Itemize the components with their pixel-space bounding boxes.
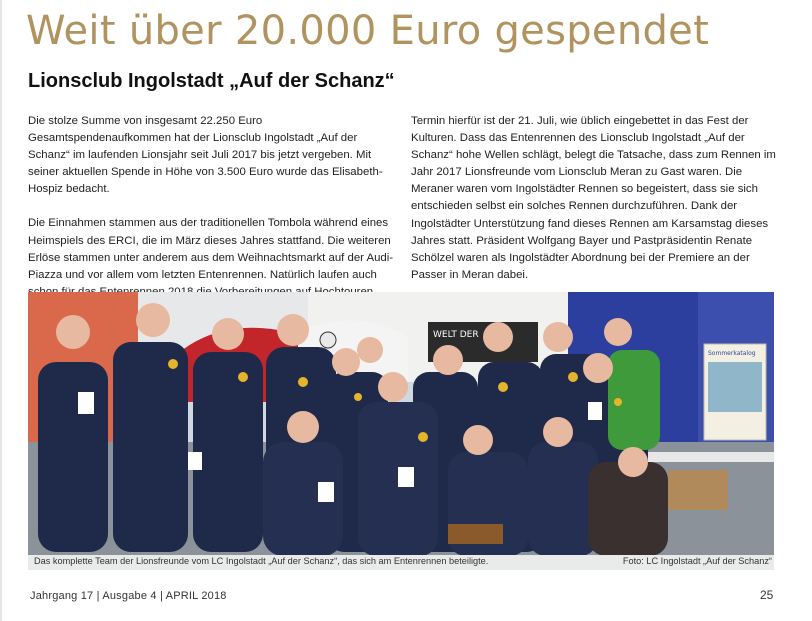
article-right-column (411, 113, 783, 301)
article-headline: Weit über 20.000 Euro gespendet (26, 8, 710, 54)
paragraph-3: Termin hierfür ist der 21. Juli, wie üblich eingebettet in das Fest der Kulturen. Dass das Entenrennen des Lionsclub Ingolstadt „Auf der Schanz“ hohe Wellen schlägt, belegt die Tatsache, dass zum Rennen im Jahr 2017 Lionsfreunde vom Lionsclub Meran zu Gast waren. Die Meraner waren vom Ingolstädter Rennen so begeistert, dass sie sich entschieden selbst ein solches Rennen durchzuführen. Dank der Ingolstädter Unterstützung fand dieses Rennen am Karsamstag dieses Jahres statt. Präsident Wolfgang Bayer und Pastpräsidentin Renate Schölzel waren als Ingolstädter Abordnung bei der Premiere an der Passer in Meran dabei. (411, 115, 776, 281)
banner-label: Sommerkatalog (708, 350, 756, 357)
article-subheadline: Lionsclub Ingolstadt „Auf der Schanz“ (28, 70, 395, 92)
paragraph-2: Die Einnahmen stammen aus der traditionellen Tombola während eines Heimspiels des ERCI, die im März dieses Jahres stattfand. Die weiteren Erlöse stammen unter anderem aus dem Weihnachtsmarkt auf der Audi-Piazza und vor allem vom letzten Entenrennen. Natürlich laufen auch (28, 217, 394, 281)
paragraph-1: Die stolze Summe von insgesamt 22.250 Euro Gesamtspendenaufkommen hat der Lionsclub Ingolstadt „Auf der Schanz“ im laufenden Lionsjahr seit Juli 2017 bis jetzt vergeben. Mit seiner aktuellen Spende in Höhe von 3.500 Euro wurde das Elisabeth-Hospiz bedacht. (28, 115, 383, 196)
photo-caption: Das komplette Team der Lionsfreunde vom LC Ingolstadt „Auf der Schanz“, das sich am Entenrennen beteiligte. (34, 556, 489, 566)
page-edge (0, 0, 2, 621)
issue-footer: Jahrgang 17 | Ausgabe 4 | APRIL 2018 (30, 590, 227, 602)
photo-credit: Foto: LC Ingolstadt „Auf der Schanz“ (622, 556, 772, 566)
article-left-column (28, 113, 396, 318)
page-number: 25 (760, 588, 774, 602)
group-photo-illustration (28, 292, 774, 556)
group-photo (28, 292, 774, 556)
background-sign: WELT DER (433, 330, 479, 340)
